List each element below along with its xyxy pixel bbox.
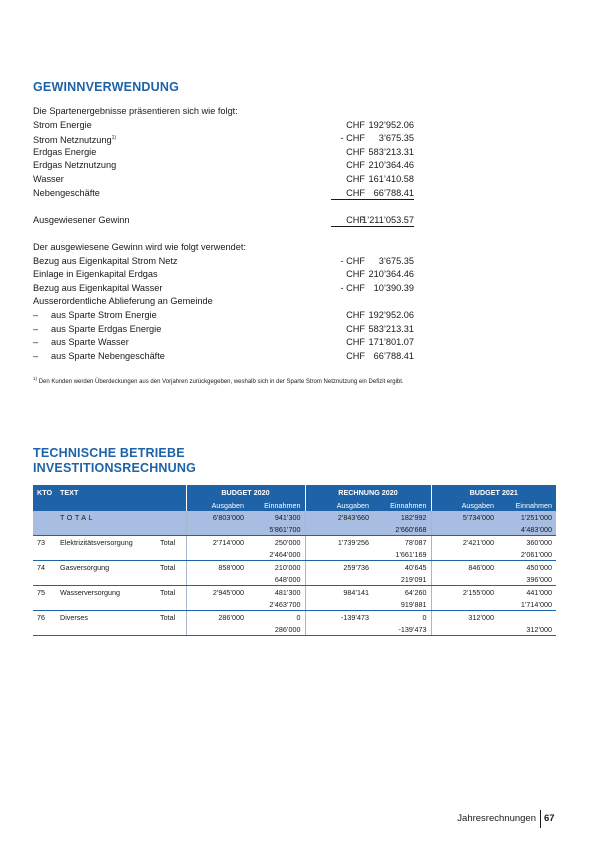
list-item: – aus Sparte Wasser CHF 171’801.07 — [33, 337, 414, 348]
table-row-net: 648’000 219’091 396’000 — [33, 573, 556, 586]
subheader-ausgaben: Ausgaben — [431, 499, 498, 511]
use-intro-line: Der ausgewiesene Gewinn wird wie folgt verwendet: — [33, 241, 246, 252]
table-row-net: 286’000 -139’473 312’000 — [33, 623, 556, 636]
underline-divider — [331, 226, 414, 227]
footer-divider — [540, 810, 541, 828]
list-item: – aus Sparte Strom Energie CHF 192’952.06 — [33, 309, 414, 320]
column-header-budget-2021: BUDGET 2021 — [431, 485, 556, 499]
column-header-budget-2020: BUDGET 2020 — [186, 485, 305, 499]
table-row: 74 Gasversorgung Total 858’000 210’000 259’736 40’645 846’000 450’000 — [37, 562, 553, 572]
subheader-einnahmen: Einnahmen — [373, 499, 431, 511]
list-item: Bezug aus Eigenkapital Wasser - CHF 10’390.39 — [33, 282, 414, 293]
column-header-rechnung-2020: RECHNUNG 2020 — [305, 485, 431, 499]
footnote-marker: 1) — [111, 135, 117, 142]
gewinnverwendung-list — [33, 105, 423, 363]
column-header-text: TEXT — [56, 485, 156, 499]
list-item: Strom Energie CHF 192’952.06 — [33, 119, 414, 130]
intro-line: Die Spartenergebnisse präsentieren sich wie folgt: — [33, 106, 238, 116]
table-row-total: TOTAL 6’803’000 941’300 2’843’660 182’992 5’734’000 1’251’000 — [33, 511, 556, 523]
total-label: TOTAL — [56, 511, 156, 523]
section-title-gewinnverwendung: GEWINNVERWENDUNG — [33, 80, 180, 94]
section-title-line1: TECHNISCHE BETRIEBE — [33, 446, 185, 460]
list-item: Erdgas Netznutzung CHF 210’364.46 — [33, 160, 414, 171]
investitionsrechnung-table — [33, 485, 556, 636]
column-header-kto: KTO — [33, 485, 56, 499]
table-row-net: 2’464’000 1’661’169 2’061’000 — [33, 548, 556, 561]
page-number: 67 — [544, 813, 555, 824]
list-item: Wasser CHF 161’410.58 — [33, 173, 414, 184]
table-row: 73 Elektrizitätsversorgung Total 2’714’000 250’000 1’739’256 78’087 2’421’000 360’000 — [37, 537, 553, 547]
table-row: 76 Diverses Total 286’000 0 -139’473 0 312’000 — [33, 611, 556, 624]
underline-divider — [331, 199, 414, 200]
list-item: – aus Sparte Nebengeschäfte CHF 66’788.41 — [33, 350, 414, 361]
list-item: Strom Netznutzung$^{1)}$ - CHF 3’675.35 — [33, 133, 414, 146]
subheader-einnahmen: Einnahmen — [248, 499, 305, 511]
footnote-marker: 1) — [33, 376, 38, 381]
list-item: – aus Sparte Erdgas Energie CHF 583’213.31 — [33, 323, 414, 334]
table-row-net: 2’463’700 919’881 1’714’000 — [33, 598, 556, 611]
subheader-einnahmen: Einnahmen — [498, 499, 556, 511]
list-item: Nebengeschäfte CHF 66’788.41 — [33, 187, 414, 198]
section-title-line2: INVESTITIONSRECHNUNG — [33, 461, 197, 475]
subheader-ausgaben: Ausgaben — [305, 499, 373, 511]
list-item: Einlage in Eigenkapital Erdgas CHF 210’364.46 — [33, 269, 414, 280]
total-line: Ausgewiesener Gewinn CHF 1’211’053.57 — [33, 214, 414, 225]
list-item: Bezug aus Eigenkapital Strom Netz - CHF 3’675.35 — [33, 255, 414, 266]
footnote-text: Den Kunden werden Überdeckungen aus den Vorjahren zurückgegeben, weshalb sich in der Sparte Strom Netznutzung ein Defizit ergibt. — [38, 379, 404, 385]
footnote — [33, 376, 404, 385]
footer-label: Jahresrechnungen — [457, 813, 536, 824]
table-row: 75 Wasserversorgung Total 2’945’000 481’300 984’141 64’260 2’155’000 441’000 — [37, 587, 553, 597]
list-item: Erdgas Energie CHF 583’213.31 — [33, 146, 414, 157]
table-row-total-net: 5’861’700 2’660’668 4’483’000 — [33, 523, 556, 536]
subheader-ausgaben: Ausgaben — [186, 499, 248, 511]
list-item: Ausserordentliche Ablieferung an Gemeinde — [33, 296, 213, 307]
